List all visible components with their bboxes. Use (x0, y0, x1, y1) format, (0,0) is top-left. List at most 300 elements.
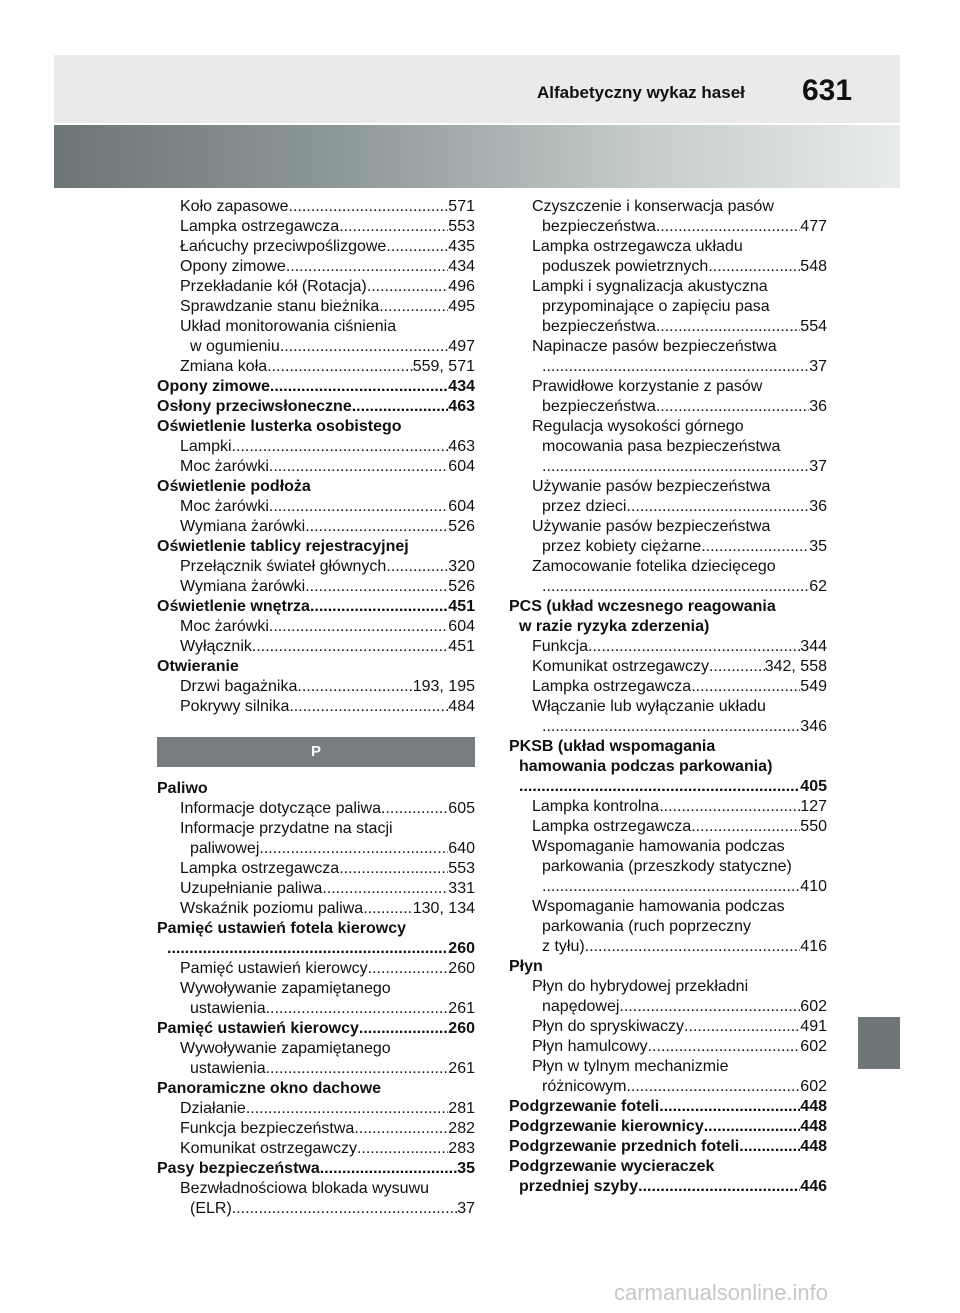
index-entry (509, 777, 827, 797)
dot-leader (270, 377, 448, 397)
index-entry-text: Wymiana żarówki (180, 518, 306, 535)
index-entry-text: Zamocowanie fotelika dziecięcego (532, 558, 776, 575)
index-entry (157, 697, 475, 717)
dot-leader (542, 577, 809, 597)
index-entry-page: 497 (448, 338, 475, 355)
index-entry-text: Pasy bezpieczeństwa (157, 1160, 320, 1177)
index-entry-text: Funkcja bezpieczeństwa (180, 1120, 355, 1137)
index-entry-text: bezpieczeństwa (542, 398, 656, 415)
index-entry (157, 337, 475, 357)
dot-leader (704, 1117, 801, 1137)
index-entry-text: Pamięć ustawień kierowcy (157, 1020, 359, 1037)
dot-leader (542, 717, 800, 737)
index-entry (509, 517, 827, 537)
index-entry (509, 477, 827, 497)
index-entry-text: Łańcuchy przeciwpoślizgowe (180, 238, 387, 255)
index-entry-text: Wywoływanie zapamiętanego (180, 1040, 391, 1057)
index-entry-page: 344 (800, 638, 827, 655)
index-entry-text: Sprawdzanie stanu bieżnika (180, 298, 380, 315)
dot-leader (339, 217, 448, 237)
dot-leader (269, 497, 448, 517)
dot-leader (656, 397, 809, 417)
dot-leader (684, 1017, 800, 1037)
index-entry-text: w razie ryzyka zderzenia) (519, 618, 710, 635)
dot-leader (339, 859, 448, 879)
index-entry (157, 1159, 475, 1179)
dot-leader (542, 877, 800, 897)
index-entry (157, 919, 475, 939)
index-entry-text: Wskaźnik poziomu paliwa (180, 900, 364, 917)
index-entry (157, 417, 475, 437)
index-entry (509, 437, 827, 457)
index-entry-text: Przekładanie kół (Rotacja) (180, 278, 367, 295)
index-entry (157, 317, 475, 337)
index-entry-page: 477 (800, 218, 827, 235)
dot-leader (305, 577, 448, 597)
dot-leader (232, 1199, 457, 1219)
index-entry-text: Wymiana żarówki (180, 578, 306, 595)
index-entry (509, 237, 827, 257)
index-entry-text: Oświetlenie podłoża (157, 478, 311, 495)
index-entry-page: 127 (800, 798, 827, 815)
index-entry-page: 604 (448, 498, 475, 515)
index-entry (509, 277, 827, 297)
dot-leader (232, 437, 449, 457)
index-entry-text: Podgrzewanie przednich foteli (509, 1138, 740, 1155)
index-entry-text: hamowania podczas parkowania) (519, 758, 773, 775)
index-entry-page: 463 (448, 398, 475, 415)
index-entry-text: Lampka ostrzegawcza (532, 818, 692, 835)
index-entry-text: Pamięć ustawień fotela kierowcy (157, 920, 406, 937)
index-entry (509, 897, 827, 917)
index-entry-text: Płyn w tylnym mechanizmie (532, 1058, 729, 1075)
index-entry-text: Podgrzewanie foteli (509, 1098, 660, 1115)
index-entry-page: 553 (448, 860, 475, 877)
index-entry-text: (ELR) (190, 1200, 232, 1217)
index-entry-page: 495 (448, 298, 475, 315)
index-entry-text: Włączanie lub wyłączanie układu (532, 698, 766, 715)
index-entry (509, 557, 827, 577)
index-entry-text: Podgrzewanie kierownicy (509, 1118, 704, 1135)
index-entry (509, 457, 827, 477)
index-entry (157, 979, 475, 999)
dot-leader (269, 457, 448, 477)
dot-leader (619, 997, 800, 1017)
index-entry (157, 859, 475, 879)
index-entry (157, 377, 475, 397)
index-entry-text: Lampka ostrzegawcza układu (532, 238, 743, 255)
index-entry (157, 537, 475, 557)
dot-leader (659, 1097, 800, 1117)
index-entry (509, 737, 827, 757)
index-entry-text: przedniej szyby (519, 1178, 639, 1195)
dot-leader (709, 657, 765, 677)
dot-leader (585, 937, 801, 957)
index-entry (509, 757, 827, 777)
index-entry (157, 217, 475, 237)
index-entry-page: 434 (448, 378, 475, 395)
index-entry (157, 1099, 475, 1119)
dot-leader (708, 257, 800, 277)
index-entry-page: 448 (800, 1098, 827, 1115)
index-entry-text: Koło zapasowe (180, 198, 289, 215)
index-entry-page: 559, 571 (412, 358, 475, 375)
index-entry (509, 1077, 827, 1097)
index-entry-text: Lampka ostrzegawcza (180, 860, 340, 877)
dot-leader (368, 959, 449, 979)
dot-leader (167, 939, 448, 959)
dot-leader (363, 899, 413, 919)
index-entry-text: Prawidłowe korzystanie z pasów (532, 378, 763, 395)
dot-leader (322, 879, 448, 899)
index-entry-page: 62 (809, 578, 827, 595)
index-entry (509, 577, 827, 597)
index-entry-page: 602 (800, 998, 827, 1015)
index-entry-page: 260 (448, 940, 475, 957)
index-entry-text: Oświetlenie wnętrza (157, 598, 310, 615)
index-entry-text: Funkcja (532, 638, 589, 655)
index-entry-text: Czyszczenie i konserwacja pasów (532, 198, 774, 215)
index-entry-text: Napinacze pasów bezpieczeństwa (532, 338, 777, 355)
chapter-side-tab (858, 1017, 900, 1069)
dot-leader (519, 777, 800, 797)
index-entry-text: Opony zimowe (180, 258, 286, 275)
watermark: carmanualsonline.info (614, 1280, 829, 1305)
index-entry (509, 797, 827, 817)
index-entry (509, 637, 827, 657)
index-entry-page: 451 (448, 638, 475, 655)
index-entry-page: 320 (448, 558, 475, 575)
index-entry (157, 799, 475, 819)
dot-leader (659, 797, 800, 817)
index-entry-text: Otwieranie (157, 658, 239, 675)
index-entry-text: Wyłącznik (180, 638, 252, 655)
index-entry (509, 1177, 827, 1197)
index-entry-text: Działanie (180, 1100, 246, 1117)
index-entry-text: Używanie pasów bezpieczeństwa (532, 478, 771, 495)
index-entry-page: 37 (457, 1200, 475, 1217)
index-entry (157, 297, 475, 317)
index-entry (509, 297, 827, 317)
index-entry (509, 537, 827, 557)
index-entry-page: 526 (448, 518, 475, 535)
index-entry-page: 448 (800, 1138, 827, 1155)
index-entry-page: 571 (448, 198, 475, 215)
index-entry-text: Komunikat ostrzegawczy (532, 658, 709, 675)
index-entry (157, 999, 475, 1019)
index-entry-text: ustawienia (190, 1060, 266, 1077)
index-entry (157, 497, 475, 517)
index-entry (157, 779, 475, 799)
index-entry-page: 261 (448, 1060, 475, 1077)
dot-leader (542, 357, 809, 377)
index-entry-text: Wywoływanie zapamiętanego (180, 980, 391, 997)
index-entry (157, 1039, 475, 1059)
index-entry-text: Panoramiczne okno dachowe (157, 1080, 382, 1097)
index-entry (157, 1199, 475, 1219)
index-entry (509, 1157, 827, 1177)
dot-leader (648, 1037, 801, 1057)
index-entry-text: różnicowym (542, 1078, 627, 1095)
index-entry-page: 549 (800, 678, 827, 695)
index-entry (509, 857, 827, 877)
dot-leader (259, 839, 448, 859)
index-entry-text: mocowania pasa bezpieczeństwa (542, 438, 781, 455)
index-entry-text: poduszek powietrznych (542, 258, 709, 275)
index-entry (509, 817, 827, 837)
dot-leader (381, 799, 448, 819)
index-entry-text: Moc żarówki (180, 498, 269, 515)
index-entry-page: 37 (809, 458, 827, 475)
dot-leader (626, 497, 809, 517)
index-entry (509, 957, 827, 977)
dot-leader (656, 317, 800, 337)
index-entry-page: 405 (800, 778, 827, 795)
index-entry-page: 342, 558 (764, 658, 827, 675)
index-entry (509, 497, 827, 517)
index-entry-text: Lampki (180, 438, 232, 455)
index-entry-text: przez dzieci (542, 498, 627, 515)
index-entry (157, 959, 475, 979)
decorative-gradient-band (54, 125, 900, 188)
index-entry (157, 517, 475, 537)
index-entry-page: 605 (448, 800, 475, 817)
index-entry-page: 36 (809, 498, 827, 515)
index-entry (509, 697, 827, 717)
index-entry-text: bezpieczeństwa (542, 218, 656, 235)
index-entry (509, 1137, 827, 1157)
index-entry-text: Oświetlenie tablicy rejestracyjnej (157, 538, 409, 555)
index-entry (157, 357, 475, 377)
index-entry (509, 677, 827, 697)
dot-leader (267, 357, 413, 377)
index-entry (509, 317, 827, 337)
dot-leader (691, 677, 800, 697)
dot-leader (266, 999, 449, 1019)
index-entry-page: 554 (800, 318, 827, 335)
dot-leader (289, 697, 448, 717)
index-entry-page: 602 (800, 1078, 827, 1095)
index-entry-text: Moc żarówki (180, 458, 269, 475)
index-entry-page: 435 (448, 238, 475, 255)
index-entry (509, 417, 827, 437)
index-entry-page: 434 (448, 258, 475, 275)
index-entry-text: PKSB (układ wspomagania (509, 738, 716, 755)
index-entry (157, 637, 475, 657)
index-entry (157, 277, 475, 297)
index-entry-text: Komunikat ostrzegawczy (180, 1140, 357, 1157)
index-entry-text: w ogumieniu (190, 338, 280, 355)
dot-leader (588, 637, 800, 657)
index-entry (509, 997, 827, 1017)
dot-leader (542, 457, 809, 477)
index-entry-page: 130, 134 (412, 900, 475, 917)
index-entry (509, 837, 827, 857)
index-entry (509, 1117, 827, 1137)
index-entry (157, 477, 475, 497)
index-entry-text: Pokrywy silnika (180, 698, 290, 715)
index-entry-page: 260 (448, 960, 475, 977)
dot-leader (246, 1099, 448, 1119)
index-entry-text: Oświetlenie lusterka osobistego (157, 418, 402, 435)
index-entry (509, 397, 827, 417)
index-entry (509, 977, 827, 997)
index-entry-page: 550 (800, 818, 827, 835)
index-entry-text: Informacje przydatne na stacji (180, 820, 393, 837)
index-entry-text: Układ monitorowania ciśnienia (180, 318, 397, 335)
index-entry-text: napędowej (542, 998, 620, 1015)
section-letter-header: P (157, 737, 475, 767)
index-entry-text: Osłony przeciwsłoneczne (157, 398, 352, 415)
index-entry-text: Opony zimowe (157, 378, 270, 395)
index-entry (157, 397, 475, 417)
index-entry-text: Płyn (509, 958, 543, 975)
index-entry-text: Lampki i sygnalizacja akustyczna (532, 278, 768, 295)
index-entry-page: 491 (800, 1018, 827, 1035)
index-entry-text: paliwowej (190, 840, 260, 857)
index-entry-page: 451 (448, 598, 475, 615)
index-entry (157, 457, 475, 477)
index-entry (509, 337, 827, 357)
page-number: 631 (802, 74, 853, 107)
index-entry (157, 1119, 475, 1139)
index-entry (157, 939, 475, 959)
index-entry-text: parkowania (ruch poprzeczny (542, 918, 751, 935)
index-entry-page: 496 (448, 278, 475, 295)
index-entry (157, 879, 475, 899)
dot-leader (626, 1077, 800, 1097)
index-entry (509, 1057, 827, 1077)
index-entry-page: 640 (448, 840, 475, 857)
index-entry-text: Podgrzewanie wycieraczek (509, 1158, 715, 1175)
index-entry-page: 35 (457, 1160, 475, 1177)
index-entry (509, 657, 827, 677)
index-entry (509, 257, 827, 277)
dot-leader (359, 1019, 448, 1039)
index-entry-text: Przełącznik świateł głównych (180, 558, 387, 575)
dot-leader (320, 1159, 457, 1179)
index-entry (157, 819, 475, 839)
index-entry (509, 717, 827, 737)
index-entry-text: przypominające o zapięciu pasa (542, 298, 770, 315)
index-entry (157, 577, 475, 597)
dot-leader (386, 237, 448, 257)
index-entry (157, 1019, 475, 1039)
index-entry-text: Lampka ostrzegawcza (532, 678, 692, 695)
index-entry-text: PCS (układ wczesnego reagowania (509, 598, 776, 615)
index-entry (509, 917, 827, 937)
index-entry-text: Wspomaganie hamowania podczas (532, 898, 785, 915)
index-entry-text: Lampka ostrzegawcza (180, 218, 340, 235)
dot-leader (638, 1177, 800, 1197)
dot-leader (386, 557, 448, 577)
index-entry-page: 416 (800, 938, 827, 955)
index-entry (157, 677, 475, 697)
index-column-right (509, 197, 827, 1197)
page-header-title: Alfabetyczny wykaz haseł (537, 83, 745, 102)
dot-leader (656, 217, 800, 237)
index-entry-text: ustawienia (190, 1000, 266, 1017)
index-entry-page: 548 (800, 258, 827, 275)
dot-leader (266, 1059, 449, 1079)
index-entry-page: 36 (809, 398, 827, 415)
dot-leader (305, 517, 448, 537)
dot-leader (739, 1137, 800, 1157)
index-entry-page: 282 (448, 1120, 475, 1137)
index-entry-text: Moc żarówki (180, 618, 269, 635)
header-bar (54, 55, 900, 123)
dot-leader (352, 397, 449, 417)
index-entry (157, 197, 475, 217)
index-entry (157, 1079, 475, 1099)
index-entry-page: 484 (448, 698, 475, 715)
dot-leader (367, 277, 449, 297)
index-entry (157, 557, 475, 577)
index-entry-page: 553 (448, 218, 475, 235)
index-column-left (157, 197, 475, 1219)
index-entry (509, 377, 827, 397)
index-entry-page: 37 (809, 358, 827, 375)
index-entry-page: 261 (448, 1000, 475, 1017)
index-entry-text: Drzwi bagażnika (180, 678, 298, 695)
index-entry-text: parkowania (przeszkody statyczne) (542, 858, 792, 875)
dot-leader (691, 817, 800, 837)
index-entry-page: 602 (800, 1038, 827, 1055)
index-entry-text: Płyn do spryskiwaczy (532, 1018, 685, 1035)
dot-leader (280, 337, 448, 357)
index-entry (157, 657, 475, 677)
index-entry (509, 877, 827, 897)
index-entry-text: Bezwładnościowa blokada wysuwu (180, 1180, 430, 1197)
dot-leader (289, 197, 449, 217)
index-entry (509, 197, 827, 217)
index-entry (509, 1037, 827, 1057)
dot-leader (310, 597, 448, 617)
index-entry-page: 463 (448, 438, 475, 455)
index-entry-page: 446 (800, 1178, 827, 1195)
index-entry-text: Używanie pasów bezpieczeństwa (532, 518, 771, 535)
index-entry-page: 260 (448, 1020, 475, 1037)
index-entry-page: 35 (809, 538, 827, 555)
index-entry-page: 604 (448, 458, 475, 475)
index-entry-text: bezpieczeństwa (542, 318, 656, 335)
dot-leader (357, 1139, 448, 1159)
index-entry (157, 617, 475, 637)
index-entry (157, 1139, 475, 1159)
index-entry (157, 597, 475, 617)
index-entry-page: 193, 195 (412, 678, 475, 695)
index-entry-page: 281 (448, 1100, 475, 1117)
index-entry (509, 217, 827, 237)
dot-leader (269, 617, 448, 637)
index-entry (509, 937, 827, 957)
dot-leader (252, 637, 448, 657)
dot-leader (354, 1119, 448, 1139)
index-entry-text: z tyłu) (542, 938, 585, 955)
index-entry-text: Informacje dotyczące paliwa (180, 800, 381, 817)
index-entry (157, 839, 475, 859)
dot-leader (286, 257, 448, 277)
index-entry (509, 597, 827, 617)
index-entry-text: Zmiana koła (180, 358, 268, 375)
index-entry (509, 357, 827, 377)
index-entry-text: Regulacja wysokości górnego (532, 418, 744, 435)
dot-leader (297, 677, 412, 697)
index-entry-text: Lampka kontrolna (532, 798, 660, 815)
index-entry-page: 283 (448, 1140, 475, 1157)
index-entry (157, 257, 475, 277)
index-entry (509, 1017, 827, 1037)
